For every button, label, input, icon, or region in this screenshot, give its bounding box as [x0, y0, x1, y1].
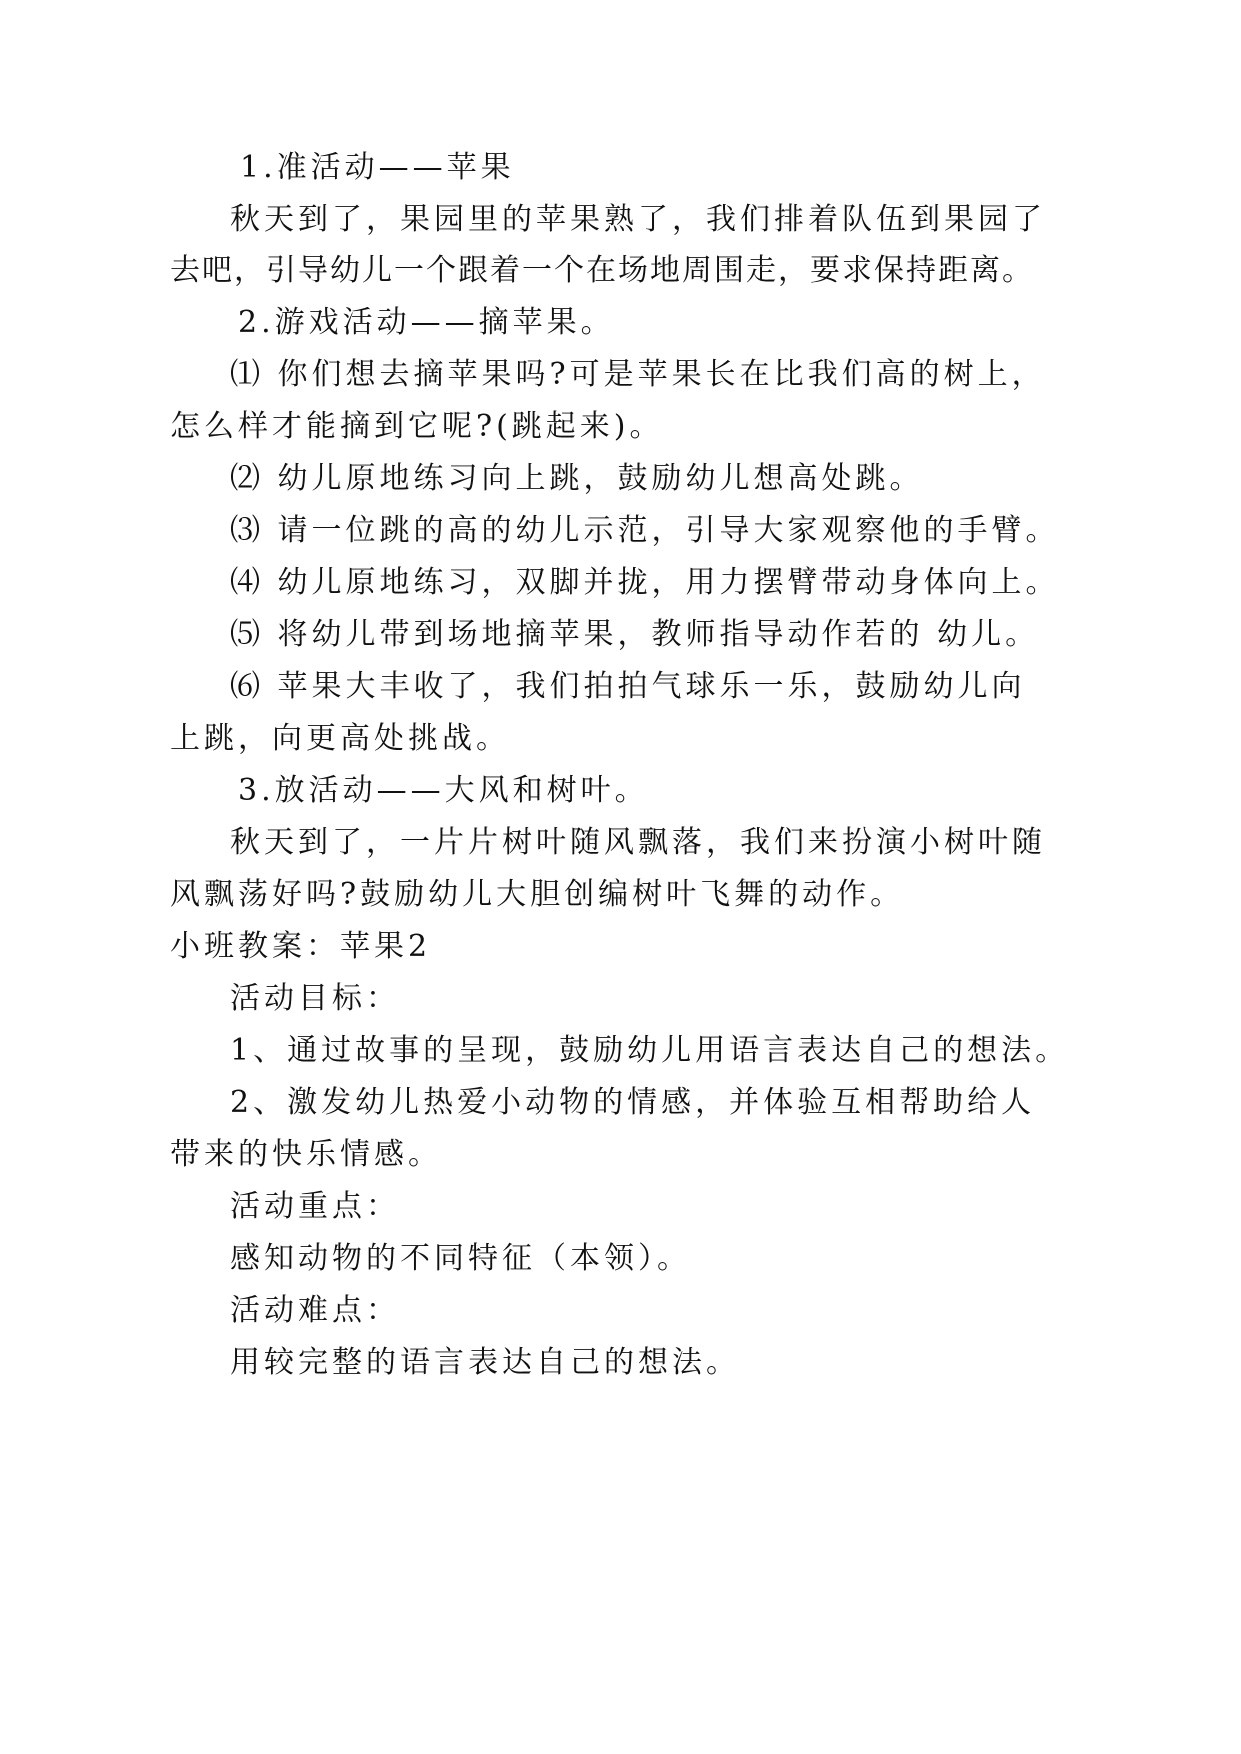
list-item-6: ⑹ 苹果大丰收了，我们拍拍气球乐一乐，鼓励幼儿向: [230, 669, 1026, 704]
section-label-focus: 活动重点：: [230, 1189, 400, 1224]
section-heading-warmup: 1.准活动——苹果: [240, 150, 515, 185]
list-item-5: ⑸ 将幼儿带到场地摘苹果，教师指导动作若的 幼儿。: [230, 617, 1040, 652]
difficulty-text: 用较完整的语言表达自己的想法。: [230, 1345, 740, 1380]
section-label-difficulty: 活动难点：: [230, 1293, 400, 1328]
list-item-2: ⑵ 幼儿原地练习向上跳，鼓励幼儿想高处跳。: [230, 461, 924, 496]
paragraph-line: 风飘荡好吗?鼓励幼儿大胆创编树叶飞舞的动作。: [170, 877, 905, 912]
list-item-4: ⑷ 幼儿原地练习，双脚并拢，用力摆臂带动身体向上。: [230, 565, 1060, 600]
paragraph-line: 秋天到了，一片片树叶随风飘落，我们来扮演小树叶随: [230, 825, 1046, 860]
list-item-1: ⑴ 你们想去摘苹果吗?可是苹果长在比我们高的树上，: [230, 357, 1046, 392]
paragraph-line: 秋天到了，果园里的苹果熟了，我们排着队伍到果园了: [230, 202, 1046, 237]
section-heading-game: 2.游戏活动——摘苹果。: [238, 305, 615, 340]
paragraph-line: 去吧，引导幼儿一个跟着一个在场地周围走，要求保持距离。: [170, 253, 1034, 288]
goal-item-2: 2、激发幼儿热爱小动物的情感，并体验互相帮助给人: [230, 1085, 1036, 1120]
paragraph-line: 带来的快乐情感。: [170, 1137, 442, 1172]
document-subtitle: 小班教案：苹果2: [170, 929, 432, 964]
list-item-3: ⑶ 请一位跳的高的幼儿示范，引导大家观察他的手臂。: [230, 513, 1060, 548]
goal-item-1: 1、通过故事的呈现，鼓励幼儿用语言表达自己的想法。: [230, 1033, 1070, 1068]
paragraph-line: 上跳，向更高处挑战。: [170, 721, 510, 756]
section-heading-free: 3.放活动——大风和树叶。: [238, 773, 649, 808]
section-label-goals: 活动目标：: [230, 981, 400, 1016]
paragraph-line: 怎么样才能摘到它呢?(跳起来)。: [170, 409, 664, 444]
focus-text: 感知动物的不同特征（本领）。: [230, 1241, 691, 1276]
